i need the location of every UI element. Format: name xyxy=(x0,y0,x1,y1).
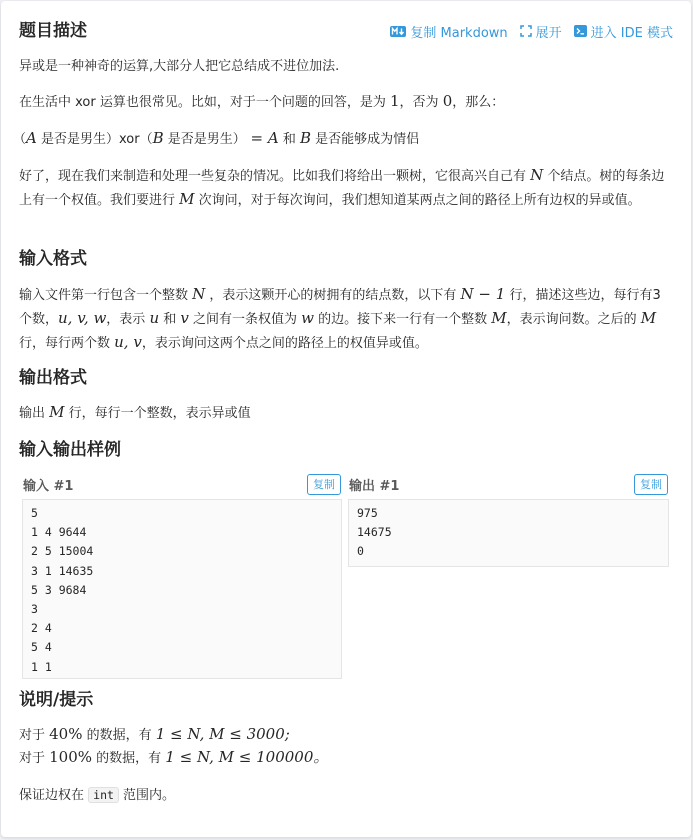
sample-output-lines xyxy=(357,504,660,562)
description-paragraph-2: 在生活中 xor 运算也很常见。比如，对于一个问题的回答，是为 1，否为 0，那么： xyxy=(19,92,505,110)
code-line: 5 3 9684 xyxy=(31,582,87,597)
header-actions xyxy=(390,19,673,43)
expand-button[interactable] xyxy=(520,22,562,41)
description-paragraph-4: 好了，现在我们来制造和处理一些复杂的情况。比如我们将给出一颗树，它很高兴自己有 N 个结点。树的每条边上有一个权值。我们要进行 M 次询问，对于每次询问，我们想知道某两点之间的路径上所有边权的异或值。 xyxy=(19,166,665,208)
int-code: int xyxy=(88,787,119,803)
code-line: 3 xyxy=(31,602,38,617)
samples-title: 输入输出样例 xyxy=(19,440,121,460)
code-line: 5 4 xyxy=(31,640,52,655)
terminal-icon xyxy=(574,25,587,37)
description-paragraph-1: 异或是一种神奇的运算,大部分人把它总结成不进位加法. xyxy=(19,59,340,74)
sample-input-box xyxy=(22,499,342,679)
expand-icon xyxy=(520,25,532,37)
problem-card xyxy=(1,1,691,837)
code-line: 1 1 xyxy=(31,659,52,674)
code-line: 14675 xyxy=(357,525,392,540)
page-title: 题目描述 xyxy=(19,21,87,41)
code-line: 3 1 14635 xyxy=(31,563,94,578)
code-line: 5 xyxy=(31,506,38,520)
code-line: 0 xyxy=(357,544,364,559)
description-paragraph-3: （A 是否是男生）xor（B 是否是男生） = A 和 B 是否能够成为情侣 xyxy=(13,129,420,147)
expand-label: 展开 xyxy=(535,25,562,41)
hints-title: 说明/提示 xyxy=(19,690,94,710)
markdown-icon xyxy=(390,26,406,37)
copy-markdown-label: 复制 Markdown xyxy=(410,25,508,41)
code-line: 1 4 9644 xyxy=(31,525,87,540)
code-line: 975 xyxy=(357,506,378,520)
header xyxy=(19,19,673,43)
hint-line-1: 对于 40% 的数据，有 1 ≤ N, M ≤ 3000; xyxy=(19,725,290,743)
copy-markdown-button[interactable] xyxy=(390,22,507,41)
hint-line-2: 对于 100% 的数据，有 1 ≤ N, M ≤ 100000。 xyxy=(19,748,329,766)
sample-output-label: 输出 #1 xyxy=(349,479,400,494)
sample-input-lines xyxy=(31,504,333,677)
sample-input-label: 输入 #1 xyxy=(23,479,74,494)
copy-output-button[interactable]: 复制 xyxy=(634,474,668,495)
sample-output-box xyxy=(348,499,669,567)
enter-ide-button[interactable] xyxy=(574,22,673,41)
code-line: 2 5 15004 xyxy=(31,544,94,559)
code-line: 2 4 xyxy=(31,621,52,636)
enter-ide-label: 进入 IDE 模式 xyxy=(590,25,673,41)
output-format-text: 输出 M 行，每行一个整数，表示异或值 xyxy=(19,403,251,421)
hint-line-3: 保证边权在 int 范围内。 xyxy=(19,788,176,803)
input-format-title: 输入格式 xyxy=(19,249,87,269)
copy-input-button[interactable]: 复制 xyxy=(307,474,341,495)
output-format-title: 输出格式 xyxy=(19,368,87,388)
input-format-text: 输入文件第一行包含一个整数 N ，表示这颗开心的树拥有的结点数，以下有 N − 1 行，描述这些边，每行有3个数，u, v, w，表示 u 和 v 之间有一条权值为 w 的边。接下来一行有一个整数 M，表示询问数。之后的 M 行，每行两个数 u, v，表示询问这两个点之间的路径上的权值异或值。 xyxy=(19,285,661,351)
